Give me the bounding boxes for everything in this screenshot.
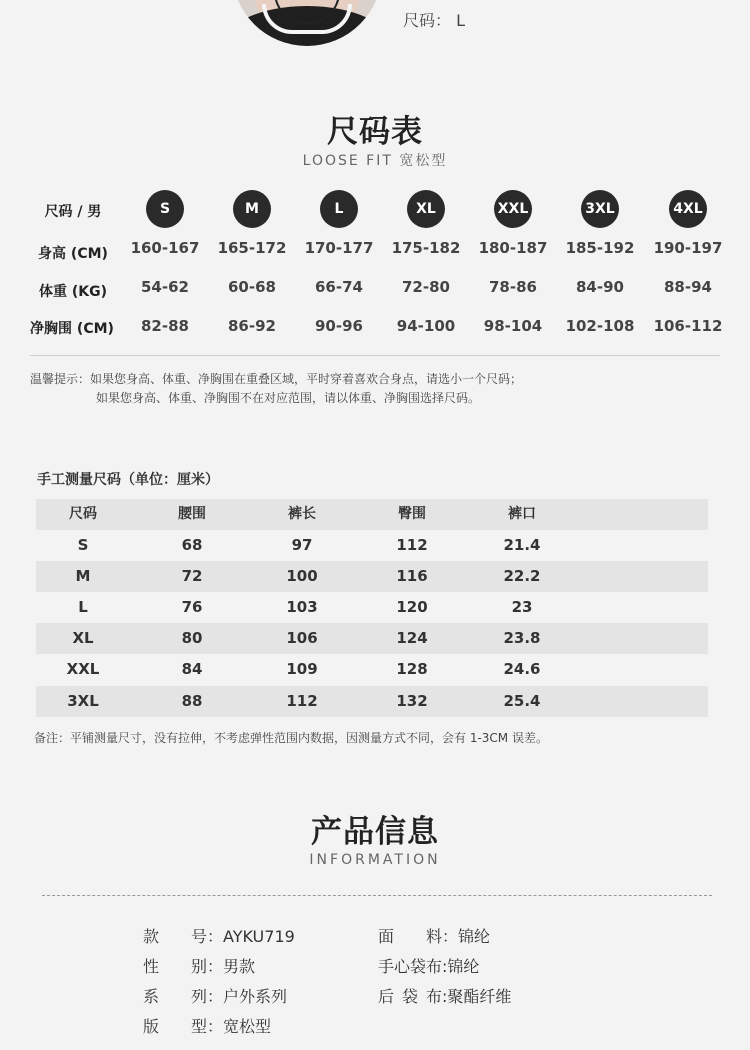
info-gender: 性别：男款 [143,954,255,977]
tip-line-1: 温馨提示：如果您身高、体重、净胸围在重叠区域，平时穿着喜欢合身点，请选小一个尺码； [30,372,523,386]
cell-waist: 88 [181,692,203,710]
info-value: 锦纶 [447,957,480,976]
header-hem: 裤口 [508,506,536,522]
weight-4xl: 88-94 [664,278,712,296]
cell-waist: 80 [181,629,203,647]
product-info-title: 产品信息 [311,814,439,850]
size-header-label: 尺码 / 男 [44,204,102,220]
info-key: 面料 [378,927,442,946]
cell-hip: 112 [396,536,428,554]
size-badge-m: M [233,190,271,228]
cell-length: 97 [291,536,313,554]
table-row [36,592,708,623]
chest-label: 净胸围 (CM) [30,321,114,337]
cell-waist: 76 [181,598,203,616]
weight-m: 60-68 [228,278,276,296]
cell-length: 112 [286,692,318,710]
weight-3xl: 84-90 [576,278,624,296]
header-length: 裤长 [288,506,316,522]
weight-l: 66-74 [315,278,363,296]
info-value: 男款 [223,957,256,976]
hand-measure-title: 手工测量尺码（单位：厘米） [37,472,219,488]
product-info-subtitle: INFORMATION [309,852,441,868]
height-l: 170-177 [304,239,374,257]
info-back-pocket: 后袋布:聚酯纤维 [378,984,511,1007]
info-value: 宽松型 [223,1017,272,1036]
measure-note: 备注：平铺测量尺寸，没有拉伸，不考虑弹性范围内数据，因测量方式不同，会有 1-3CM 误差。 [34,731,548,745]
cell-size: L [78,598,88,616]
cell-hip: 132 [396,692,428,710]
chest-xxl: 98-104 [483,317,543,335]
weight-label: 体重 (KG) [38,284,107,300]
header-size: 尺码 [69,506,97,522]
cell-hip: 120 [396,598,428,616]
cell-size: 3XL [67,692,99,710]
divider [30,355,720,356]
cell-hip: 124 [396,629,428,647]
info-key: 后袋布 [378,987,442,1006]
cell-length: 106 [286,629,318,647]
chest-3xl: 102-108 [565,317,635,335]
chest-m: 86-92 [228,317,276,335]
height-label: 身高 (CM) [38,246,108,262]
size-badge-l: L [320,190,358,228]
cell-hip: 116 [396,567,428,585]
cell-hem: 23 [511,598,533,616]
weight-xl: 72-80 [402,278,450,296]
size-badge-xl: XL [407,190,445,228]
table-header-row [36,499,708,530]
size-chart-subtitle: LOOSE FIT 宽松型 [302,153,448,169]
info-palm-pocket: 手心袋布:锦纶 [378,954,479,977]
chest-s: 82-88 [141,317,189,335]
info-style-no: 款号：AYKU719 [143,924,295,947]
cell-hem: 25.4 [503,692,541,710]
height-3xl: 185-192 [565,239,635,257]
cell-hem: 24.6 [503,660,541,678]
tip-line-2: 如果您身高、体重、净胸围不在对应范围，请以体重、净胸围选择尺码。 [96,391,481,405]
cell-hem: 21.4 [503,536,541,554]
cell-size: XL [72,629,94,647]
info-fit: 版型：宽松型 [143,1014,271,1037]
size-badge-3xl: 3XL [581,190,619,228]
cell-hip: 128 [396,660,428,678]
chest-4xl: 106-112 [653,317,723,335]
table-row [36,654,708,685]
cell-waist: 72 [181,567,203,585]
info-value: 锦纶 [458,927,491,946]
info-value: 户外系列 [223,987,288,1006]
weight-s: 54-62 [141,278,189,296]
cell-hem: 23.8 [503,629,541,647]
weight-xxl: 78-86 [489,278,537,296]
info-key: 手心袋布 [378,957,443,976]
cell-size: S [77,536,89,554]
dotted-divider [42,895,712,896]
header-waist: 腰围 [178,506,206,522]
height-s: 160-167 [130,239,200,257]
cell-size: M [75,567,91,585]
table-row [36,530,708,561]
chest-xl: 94-100 [396,317,456,335]
info-key: 款号 [143,927,207,946]
height-xl: 175-182 [391,239,461,257]
model-photo [232,0,382,46]
model-size-label: 尺码： L [403,11,466,30]
info-fabric: 面料：锦纶 [378,924,490,947]
size-chart-title: 尺码表 [327,114,423,150]
height-4xl: 190-197 [653,239,723,257]
info-series: 系列：户外系列 [143,984,287,1007]
info-key: 版型 [143,1017,207,1036]
info-key: 系列 [143,987,207,1006]
info-key: 性别 [143,957,207,976]
size-badge-4xl: 4XL [669,190,707,228]
cell-hem: 22.2 [503,567,541,585]
cell-size: XXL [66,660,100,678]
table-row [36,686,708,717]
size-badge-xxl: XXL [494,190,532,228]
cell-length: 100 [286,567,318,585]
size-badge-s: S [146,190,184,228]
chest-l: 90-96 [315,317,363,335]
cell-length: 103 [286,598,318,616]
cell-waist: 84 [181,660,203,678]
header-hip: 臀围 [398,506,426,522]
info-value: AYKU719 [223,927,295,946]
cell-length: 109 [286,660,318,678]
height-xxl: 180-187 [478,239,548,257]
cell-waist: 68 [181,536,203,554]
height-m: 165-172 [217,239,287,257]
table-row [36,561,708,592]
table-row [36,623,708,654]
info-value: 聚酯纤维 [447,987,512,1006]
